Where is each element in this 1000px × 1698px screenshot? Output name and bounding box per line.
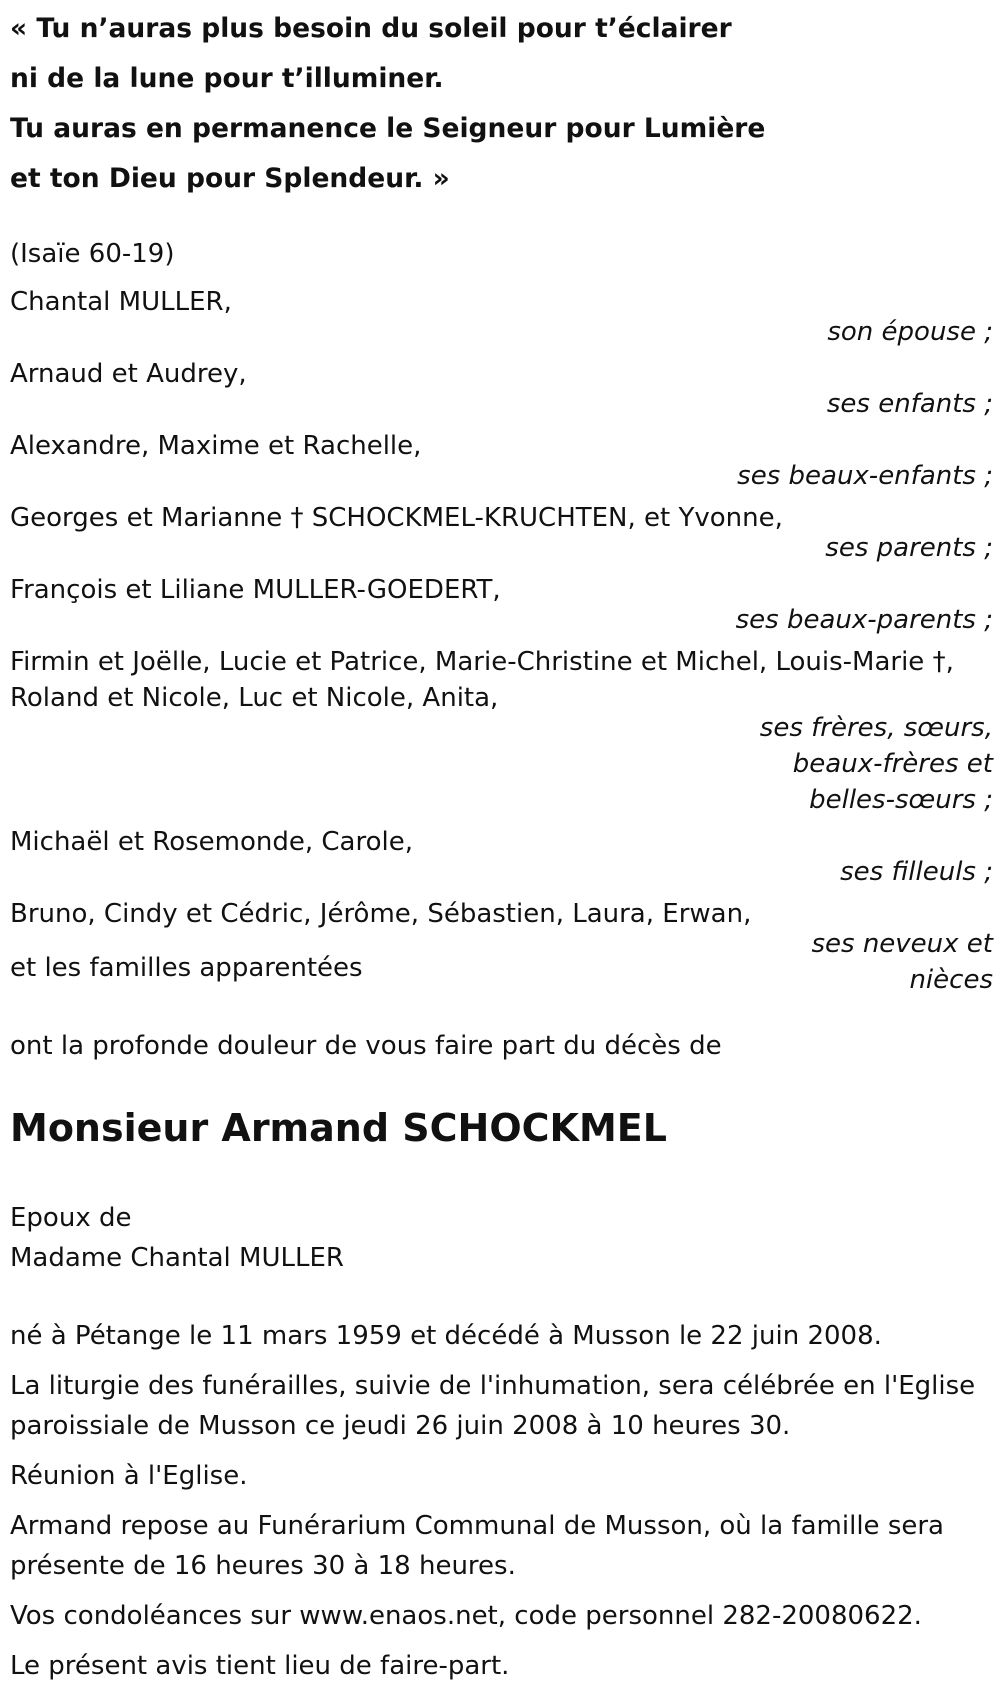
family-names: Arnaud et Audrey, bbox=[10, 359, 247, 389]
family-entry-children bbox=[10, 356, 993, 424]
detail-paragraph: né à Pétange le 11 mars 1959 et décédé à Musson le 22 juin 2008. bbox=[10, 1321, 882, 1351]
family-list bbox=[10, 284, 993, 1004]
family-role-line: beaux-frères et bbox=[792, 749, 993, 779]
detail-paragraph: Armand repose au Funérarium Communal de Musson, où la famille sera présente de 16 heures 30 à 18 heures. bbox=[10, 1511, 944, 1581]
detail-paragraph: Réunion à l'Eglise. bbox=[10, 1461, 248, 1491]
family-role-line: belles-sœurs ; bbox=[809, 785, 993, 815]
family-role-line: ses enfants ; bbox=[826, 389, 993, 419]
family-role bbox=[10, 708, 993, 820]
detail-paragraph: La liturgie des funérailles, suivie de l'inhumation, sera célébrée en l'Eglise paroissiale de Musson ce jeudi 26 juin 2008 à 10 heures 30. bbox=[10, 1371, 976, 1441]
bible-verse bbox=[10, 4, 990, 204]
family-role-line: ses frères, sœurs, bbox=[759, 713, 993, 743]
family-role-line: ses beaux-parents ; bbox=[735, 605, 993, 635]
spouse-line: Madame Chantal MULLER bbox=[10, 1243, 344, 1273]
family-names: François et Liliane MULLER-GOEDERT, bbox=[10, 575, 501, 605]
family-role-line: son épouse ; bbox=[827, 317, 993, 347]
verse-line: Tu auras en permanence le Seigneur pour Lumière bbox=[10, 113, 766, 144]
family-entry-stepchildren bbox=[10, 428, 993, 496]
detail-paragraph: Le présent avis tient lieu de faire-part. bbox=[10, 1651, 510, 1681]
spouse-info bbox=[10, 1198, 344, 1278]
family-entry-godchildren bbox=[10, 824, 993, 892]
verse-line: ni de la lune pour t’illuminer. bbox=[10, 63, 444, 94]
funeral-details bbox=[10, 1316, 995, 1696]
family-entry-parents-in-law bbox=[10, 572, 993, 640]
verse-line: et ton Dieu pour Splendeur. » bbox=[10, 163, 450, 194]
deceased-name: Monsieur Armand SCHOCKMEL bbox=[10, 1106, 667, 1150]
family-names: Roland et Nicole, Luc et Nicole, Anita, bbox=[10, 683, 499, 713]
family-role-line: ses parents ; bbox=[825, 533, 993, 563]
family-names: Chantal MULLER, bbox=[10, 287, 232, 317]
family-names: Firmin et Joëlle, Lucie et Patrice, Marie-Christine et Michel, Louis-Marie †, bbox=[10, 647, 954, 677]
family-role-line: ses filleuls ; bbox=[840, 857, 993, 887]
related-families: et les familles apparentées bbox=[10, 953, 363, 983]
family-names: Bruno, Cindy et Cédric, Jérôme, Sébastien, Laura, Erwan, bbox=[10, 899, 752, 929]
family-names: Alexandre, Maxime et Rachelle, bbox=[10, 431, 422, 461]
family-role-line: ses beaux-enfants ; bbox=[737, 461, 993, 491]
spouse-line: Epoux de bbox=[10, 1203, 132, 1233]
family-entry-spouse bbox=[10, 284, 993, 352]
verse-reference: (Isaïe 60-19) bbox=[10, 239, 175, 269]
family-entry-siblings bbox=[10, 644, 993, 820]
verse-line: « Tu n’auras plus besoin du soleil pour t’éclairer bbox=[10, 13, 732, 44]
detail-paragraph: Vos condoléances sur www.enaos.net, code personnel 282-20080622. bbox=[10, 1601, 922, 1631]
family-names: Georges et Marianne † SCHOCKMEL-KRUCHTEN, et Yvonne, bbox=[10, 503, 783, 533]
announcement: ont la profonde douleur de vous faire part du décès de bbox=[10, 1031, 722, 1061]
family-entry-parents bbox=[10, 500, 993, 568]
family-names: Michaël et Rosemonde, Carole, bbox=[10, 827, 413, 857]
family-role-line: nièces bbox=[909, 965, 993, 995]
family-role-line: ses neveux et bbox=[811, 929, 993, 959]
